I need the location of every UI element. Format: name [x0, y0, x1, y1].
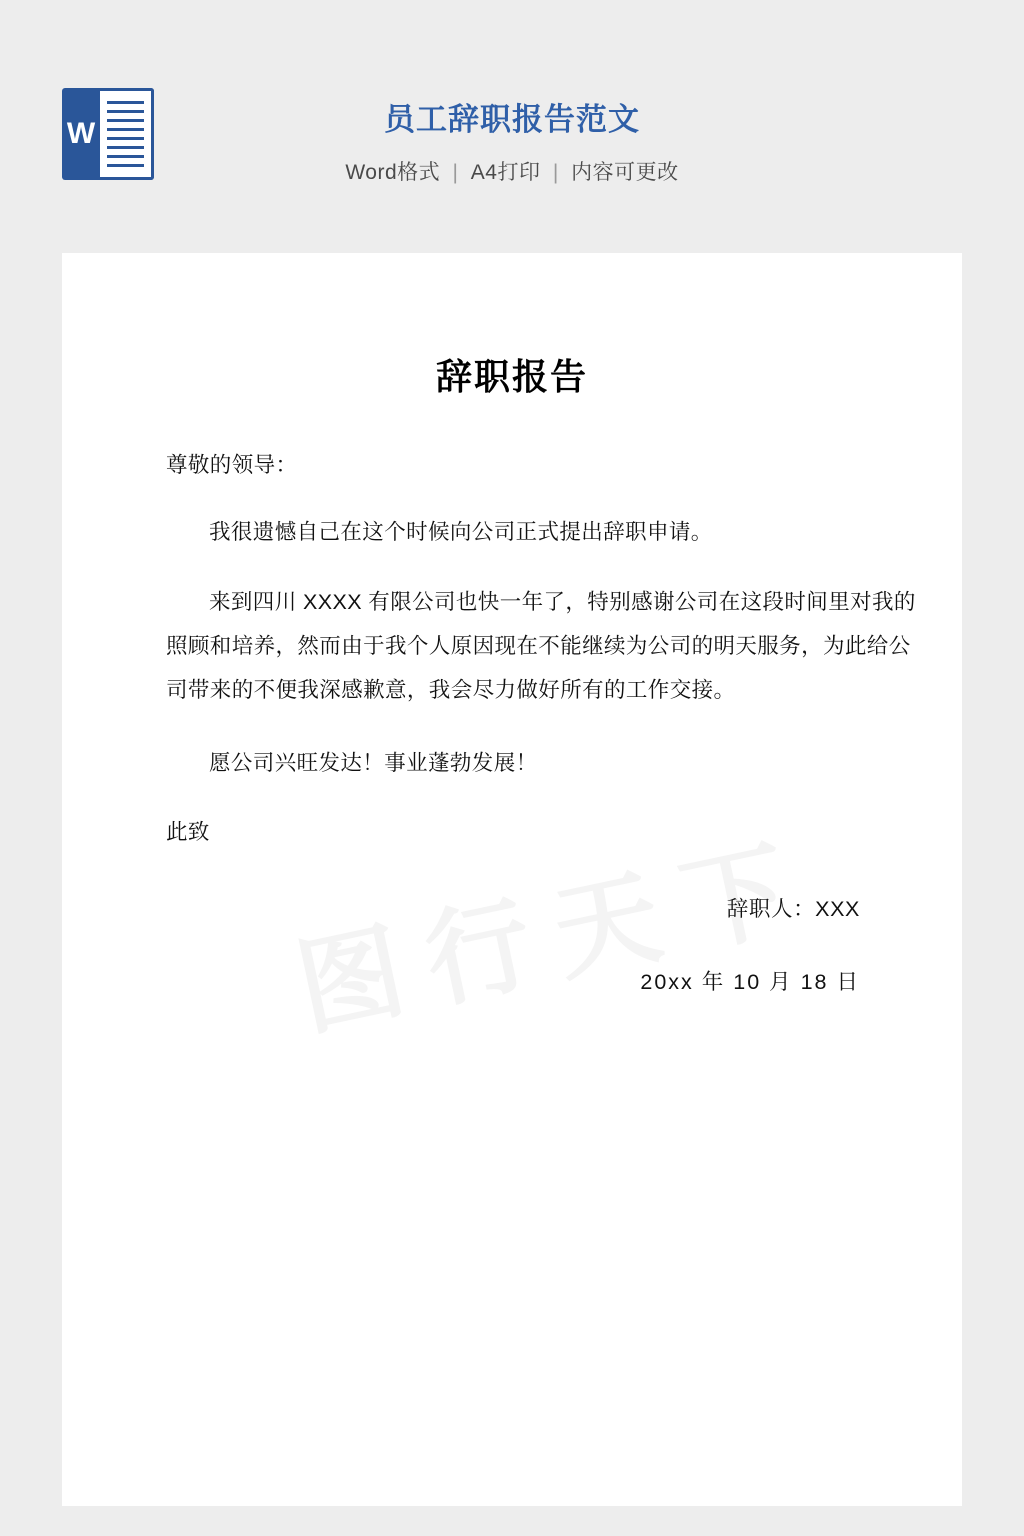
- subtitle-editable: 内容可更改: [571, 161, 679, 185]
- paragraph-1: 我很遗憾自己在这个时候向公司正式提出辞职申请。: [209, 520, 713, 544]
- page-header: [0, 0, 1024, 253]
- subtitle-separator-2: |: [552, 161, 559, 185]
- subtitle-format: Word格式: [345, 161, 441, 185]
- word-icon-letter: W: [66, 117, 96, 150]
- signature-block: [166, 888, 922, 1004]
- subtitle-print: A4打印: [470, 161, 541, 185]
- document-page: [62, 253, 962, 1506]
- signature-date: 20xx 年 10 月 18 日: [640, 970, 860, 995]
- signature-name: 辞职人：XXX: [726, 897, 860, 922]
- header-text-block: [0, 0, 1024, 186]
- page-title: 员工辞职报告范文: [384, 102, 640, 137]
- document-title: 辞职报告: [435, 357, 588, 398]
- subtitle-separator-1: |: [452, 161, 459, 185]
- paragraph-2: 来到四川 XXXX 有限公司也快一年了，特别感谢公司在这段时间里对我的照顾和培养，然而由于我个人原因现在不能继续为公司的明天服务，为此给公司带来的不便我深感歉意，我会尽力做好所有的工作交接。: [166, 590, 916, 703]
- closing-text: 此致: [166, 820, 210, 845]
- header-subtitle: [0, 156, 1024, 186]
- paragraph-3: 愿公司兴旺发达！事业蓬勃发展！: [209, 751, 538, 776]
- salutation: 尊敬的领导：: [166, 453, 298, 477]
- document-body: [62, 444, 962, 1004]
